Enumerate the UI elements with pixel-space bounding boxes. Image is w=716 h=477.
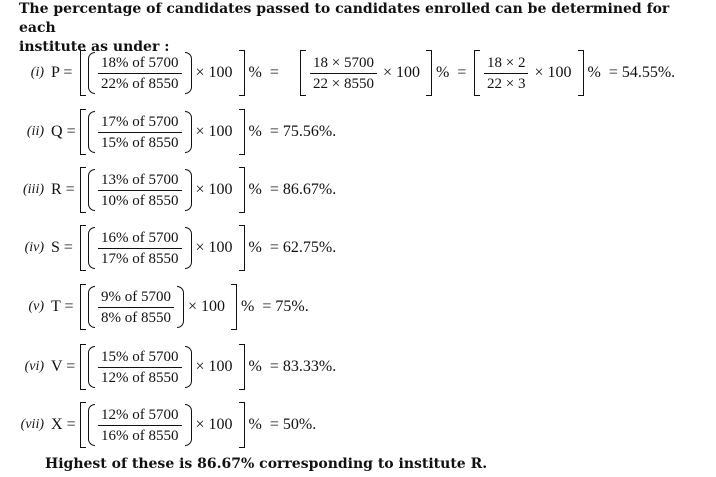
denominator: 16% of 8550 bbox=[101, 427, 179, 444]
calc-row-r bbox=[0, 165, 716, 215]
row-numeral: (vi) bbox=[24, 359, 44, 374]
percent-sign: % bbox=[248, 181, 262, 198]
fraction bbox=[96, 288, 176, 327]
row-lhs bbox=[51, 239, 73, 257]
left-bracket bbox=[80, 50, 86, 96]
equals-sign: = bbox=[66, 416, 76, 433]
institute-label: Q bbox=[51, 123, 63, 140]
left-bracket bbox=[80, 109, 86, 155]
times-100: × 100 bbox=[195, 416, 233, 433]
times-100: × 100 bbox=[534, 64, 572, 81]
calc-row-t bbox=[0, 282, 716, 332]
left-bracket bbox=[80, 284, 86, 330]
equals-sign: = bbox=[64, 298, 74, 315]
row-lhs bbox=[51, 181, 75, 199]
left-bracket bbox=[474, 50, 480, 96]
calc-row-x bbox=[0, 400, 716, 450]
left-bracket bbox=[300, 50, 306, 96]
row-lhs bbox=[51, 298, 74, 316]
left-bracket bbox=[80, 225, 86, 271]
equals-sign: = bbox=[65, 181, 75, 198]
denominator: 22 × 8550 bbox=[313, 75, 374, 92]
expression-step-1 bbox=[80, 50, 283, 96]
equals-sign: = bbox=[66, 123, 76, 140]
numerator: 9% of 5700 bbox=[98, 288, 174, 308]
calc-row-s bbox=[0, 223, 716, 273]
fraction bbox=[96, 229, 184, 268]
right-paren bbox=[185, 169, 192, 211]
result: = 62.75%. bbox=[269, 239, 337, 256]
calc-row-q bbox=[0, 107, 716, 157]
result: = 50%. bbox=[269, 416, 317, 433]
row-lhs bbox=[51, 64, 72, 82]
result: = 75%. bbox=[262, 298, 309, 315]
numerator: 18 × 5700 bbox=[310, 54, 377, 74]
row-numeral: (ii) bbox=[26, 124, 44, 139]
fraction bbox=[96, 171, 184, 210]
institute-label: X bbox=[51, 416, 63, 433]
institute-label: V bbox=[51, 358, 63, 375]
left-bracket bbox=[80, 402, 86, 448]
institute-label: R bbox=[51, 181, 62, 198]
right-paren bbox=[185, 346, 192, 388]
percent-sign: % bbox=[248, 123, 262, 140]
row-lhs bbox=[51, 123, 76, 141]
equals-sign: = bbox=[63, 239, 73, 256]
fraction bbox=[482, 54, 530, 93]
denominator: 10% of 8550 bbox=[101, 192, 179, 209]
percent-sign: % bbox=[248, 64, 262, 81]
times-100: × 100 bbox=[195, 239, 233, 256]
equals-sign: = bbox=[66, 358, 76, 375]
fraction bbox=[96, 406, 184, 445]
numerator: 16% of 5700 bbox=[98, 229, 182, 249]
row-lhs bbox=[51, 358, 75, 376]
row-numeral: (iii) bbox=[23, 182, 44, 197]
intro-line-2: institute as under : bbox=[19, 39, 170, 55]
numerator: 13% of 5700 bbox=[98, 171, 182, 191]
times-100: × 100 bbox=[382, 64, 420, 81]
calc-row-v bbox=[0, 342, 716, 392]
left-bracket bbox=[80, 167, 86, 213]
percent-sign: % bbox=[248, 239, 262, 256]
fraction bbox=[96, 54, 184, 93]
times-100: × 100 bbox=[195, 64, 233, 81]
denominator: 17% of 8550 bbox=[101, 250, 179, 267]
right-paren bbox=[185, 404, 192, 446]
right-paren bbox=[185, 111, 192, 153]
percent-sign: % bbox=[248, 416, 262, 433]
left-bracket bbox=[80, 344, 86, 390]
result: = 86.67%. bbox=[269, 181, 337, 198]
intro-line-1: The percentage of candidates passed to candidates enrolled can be determined for each bbox=[19, 1, 670, 36]
right-paren bbox=[185, 52, 192, 94]
denominator: 8% of 8550 bbox=[101, 309, 171, 326]
calc-row-p bbox=[0, 48, 716, 98]
times-100: × 100 bbox=[195, 358, 233, 375]
times-100: × 100 bbox=[195, 181, 233, 198]
equals-sign: = bbox=[63, 64, 73, 81]
left-paren bbox=[88, 227, 95, 269]
percent-sign: % bbox=[248, 358, 262, 375]
numerator: 18% of 5700 bbox=[98, 54, 182, 74]
percent-sign: % bbox=[436, 64, 450, 81]
denominator: 12% of 8550 bbox=[101, 369, 179, 386]
row-numeral: (i) bbox=[30, 65, 44, 80]
left-paren bbox=[88, 52, 95, 94]
denominator: 22% of 8550 bbox=[101, 75, 179, 92]
right-paren bbox=[185, 227, 192, 269]
row-numeral: (v) bbox=[28, 299, 44, 314]
institute-label: T bbox=[51, 298, 61, 315]
numerator: 17% of 5700 bbox=[98, 113, 182, 133]
times-100: × 100 bbox=[188, 298, 226, 315]
row-lhs bbox=[51, 416, 76, 434]
expression-step-3 bbox=[474, 50, 675, 96]
expression bbox=[80, 225, 336, 271]
left-paren bbox=[88, 111, 95, 153]
institute-label: P bbox=[51, 64, 60, 81]
result: = 54.55%. bbox=[608, 64, 676, 81]
equals-sign: = bbox=[269, 64, 279, 81]
left-paren bbox=[88, 346, 95, 388]
denominator: 22 × 3 bbox=[487, 75, 526, 92]
expression bbox=[80, 284, 309, 330]
fraction bbox=[96, 113, 184, 152]
left-paren bbox=[88, 286, 95, 328]
row-numeral: (iv) bbox=[24, 240, 44, 255]
fraction bbox=[308, 54, 379, 93]
denominator: 15% of 8550 bbox=[101, 134, 179, 151]
times-100: × 100 bbox=[195, 123, 233, 140]
right-paren bbox=[177, 286, 184, 328]
expression bbox=[80, 402, 316, 448]
left-paren bbox=[88, 404, 95, 446]
institute-label: S bbox=[51, 239, 60, 256]
numerator: 18 × 2 bbox=[484, 54, 528, 74]
left-paren bbox=[88, 169, 95, 211]
result: = 83.33%. bbox=[269, 358, 337, 375]
conclusion-text: Highest of these is 86.67% corresponding to institute R. bbox=[45, 456, 488, 472]
expression bbox=[80, 344, 336, 390]
percent-sign: % bbox=[241, 298, 255, 315]
fraction bbox=[96, 348, 184, 387]
row-numeral: (vii) bbox=[20, 417, 44, 432]
numerator: 15% of 5700 bbox=[98, 348, 182, 368]
expression bbox=[80, 109, 336, 155]
result: = 75.56%. bbox=[269, 123, 337, 140]
expression bbox=[80, 167, 336, 213]
percent-sign: % bbox=[587, 64, 601, 81]
numerator: 12% of 5700 bbox=[98, 406, 182, 426]
expression-step-2 bbox=[300, 50, 470, 96]
equals-sign: = bbox=[457, 64, 467, 81]
